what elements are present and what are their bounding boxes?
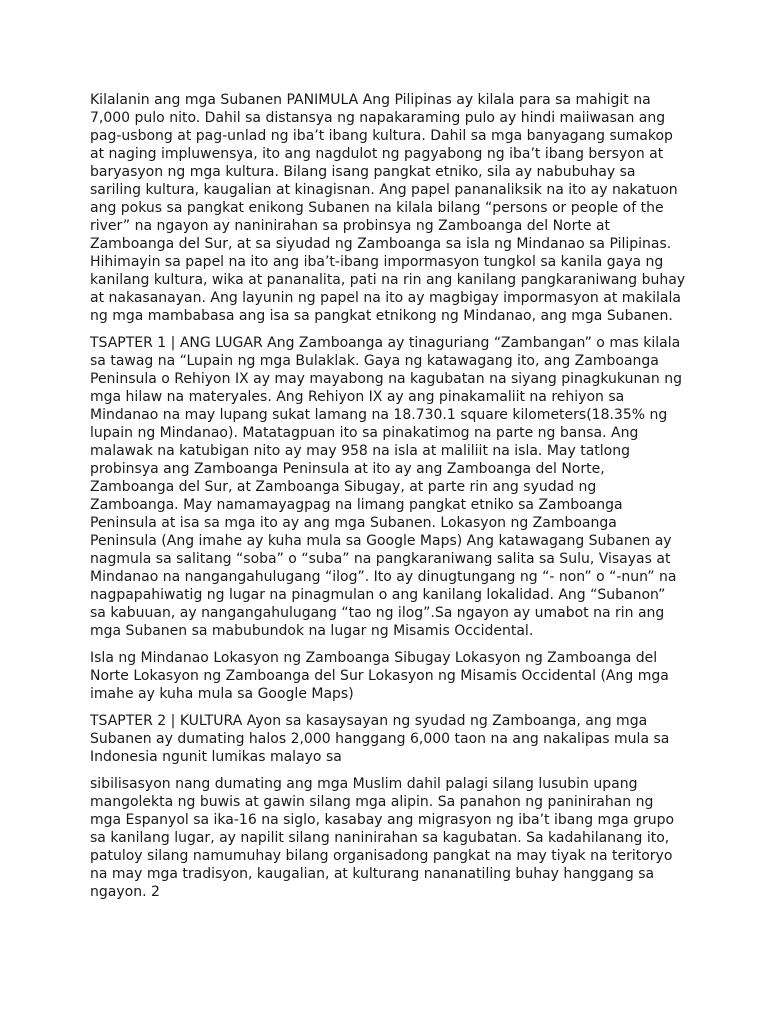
paragraph-panimula: Kilalanin ang mga Subanen PANIMULA Ang Pilipinas ay kilala para sa mahigit na 7,000 pulo nito. Dahil sa distansya ng napakaraming pulo ay hindi maiiwasan ang pag-usbong at pag-unlad ng iba’t ibang kultura. Dahil sa mga banyagang sumakop at naging impluwensya, ito ang nagdulot ng pagyabong ng iba’t ibang bersyon at baryasyon ng mga kultura. Bilang isang pangkat etniko, sila ay nabubuhay sa sariling kultura, kaugalian at kinagisnan. Ang papel pananaliksik na ito ay nakatuon ang pokus sa pangkat enikong Subanen na kilala bilang “persons or people of the river” na ngayon ay naninirahan sa probinsya ng Zamboanga del Norte at Zamboanga del Sur, at sa siyudad ng Zamboanga sa isla ng Mindanao sa Pilipinas. Hihimayin sa papel na ito ang iba’t-ibang impormasyon tungkol sa kanila gaya ng kanilang kultura, wika at pananalita, pati na rin ang kanilang pangkaraniwang buhay at nakasanayan. Ang layunin ng papel na ito ay magbigay impormasyon at makilala ng mga mambabasa ang isa sa pangkat etnikong ng Mindanao, ang mga Subanen. — [90, 92, 686, 324]
document-page — [90, 91, 690, 910]
paragraph-tsapter-2: TSAPTER 2 | KULTURA Ayon sa kasaysayan ng syudad ng Zamboanga, ang mga Subanen ay dumating halos 2,000 hanggang 6,000 taon na ang nakalipas mula sa Indonesia ngunit lumikas malayo sa — [90, 713, 670, 765]
paragraph-tsapter-1: TSAPTER 1 | ANG LUGAR Ang Zamboanga ay tinaguriang “Zambangan” o mas kilala sa tawag na “Lupain ng mga Bulaklak. Gaya ng katawagang ito, ang Zamboanga Peninsula o Rehiyon IX ay may mayabong na kagubatan na siyang pinagkukunan ng mga hilaw na materyales. Ang Rehiyon IX ay ang pinakamaliit na rehiyon sa Mindanao na may lupang sukat lamang na 18.730.1 square kilometers(18.35% ng lupain ng Mindanao). Matatagpuan ito sa pinakatimog na parte ng bansa. Ang malawak na katubigan nito ay may 958 na isla at maliliit na isla. May tatlong probinsya ang Zamboanga Peninsula at ito ay ang Zamboanga del Norte, Zamboanga del Sur, at Zamboanga Sibugay, at parte rin ang syudad ng Zamboanga. May namamayagpag na limang pangkat etniko sa Zamboanga Peninsula at isa sa mga ito ay ang mga Subanen. Lokasyon ng Zamboanga Peninsula (Ang imahe ay kuha mula sa Google Maps) Ang katawagang Subanen ay nagmula sa salitang “soba” o “suba” na pangkaraniwang salita sa Sulu, Visayas at Mindanao na nangangahulugang “ilog”. Ito ay dinugtungang ng “- non” o “-nun” na nagpapahiwatig ng lugar na pinagmulan o ang kanilang lokalidad. Ang “Subanon” sa kabuuan, ay nangangahulugang “tao ng ilog”.Sa ngayon ay umabot na rin ang mga Subanen sa mabubundok na lugar ng Misamis Occidental. — [90, 335, 682, 639]
paragraph-image-captions: Isla ng Mindanao Lokasyon ng Zamboanga Sibugay Lokasyon ng Zamboanga del Norte Lokasyon ng Zamboanga del Sur Lokasyon ng Misamis Occidental (Ang mga imahe ay kuha mula sa Google Maps) — [90, 650, 669, 702]
paragraph-continuation: sibilisasyon nang dumating ang mga Muslim dahil palagi silang lusubin upang mangolekta ng buwis at gawin silang mga alipin. Sa panahon ng paninirahan ng mga Espanyol sa ika-16 na siglo, kasabay ang migrasyon ng iba’t ibang mga grupo sa kanilang lugar, ay napilit silang naninirahan sa kagubatan. Sa kadahilanang ito, patuloy silang namumuhay bilang organisadong pangkat na may tiyak na teritoryo na may mga tradisyon, kaugalian, at kulturang nananatiling buhay hanggang sa ngayon. 2 — [90, 776, 675, 900]
